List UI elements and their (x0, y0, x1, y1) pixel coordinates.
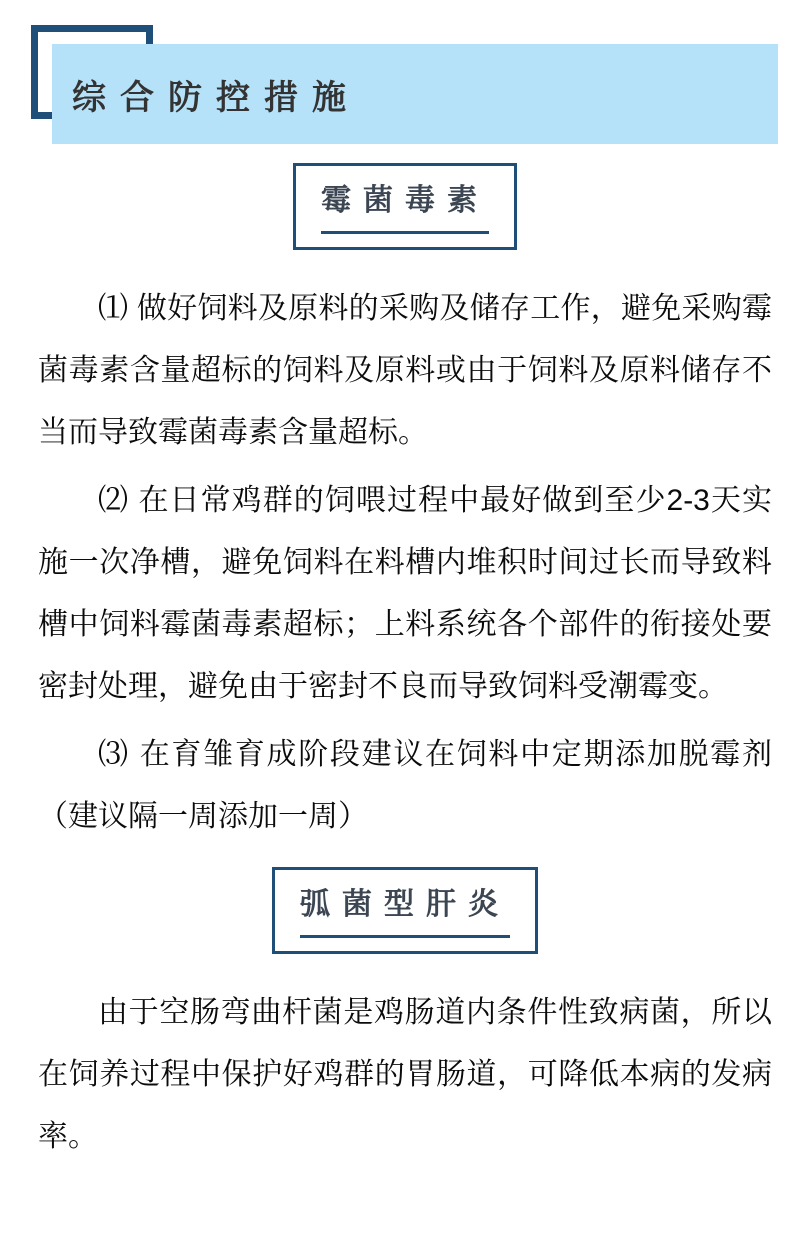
section-vibrio-hepatitis (38, 867, 772, 1168)
section-title: 弧菌型肝炎 (300, 888, 510, 921)
paragraph: 由于空肠弯曲杆菌是鸡肠道内条件性致病菌，所以在饲养过程中保护好鸡群的胃肠道，可降低本病的发病率。 (38, 996, 772, 1153)
paragraph: ⑵ 在日常鸡群的饲喂过程中最好做到至少2-3天实施一次净槽，避免饲料在料槽内堆积时间过长而导致料槽中饲料霉菌毒素超标；上料系统各个部件的衔接处要密封处理，避免由于密封不良而导致饲料受潮霉变。 (38, 484, 772, 703)
section-title-underline (321, 231, 489, 234)
header-band (52, 44, 778, 144)
article-body (38, 163, 772, 1168)
page-title: 综合防控措施 (72, 78, 360, 117)
paragraph: ⑶ 在育雏育成阶段建议在饲料中定期添加脱霉剂（建议隔一周添加一周） (38, 738, 772, 833)
page-header (0, 0, 810, 144)
paragraph: ⑴ 做好饲料及原料的采购及储存工作，避免采购霉菌毒素含量超标的饲料及原料或由于饲料及原料储存不当而导致霉菌毒素含量超标。 (38, 292, 772, 449)
section-title-underline (300, 935, 510, 938)
section-title: 霉菌毒素 (321, 184, 489, 217)
section-title-box-vibrio (272, 867, 538, 954)
section-mycotoxin (38, 163, 772, 848)
section-title-box-mycotoxin (293, 163, 517, 250)
